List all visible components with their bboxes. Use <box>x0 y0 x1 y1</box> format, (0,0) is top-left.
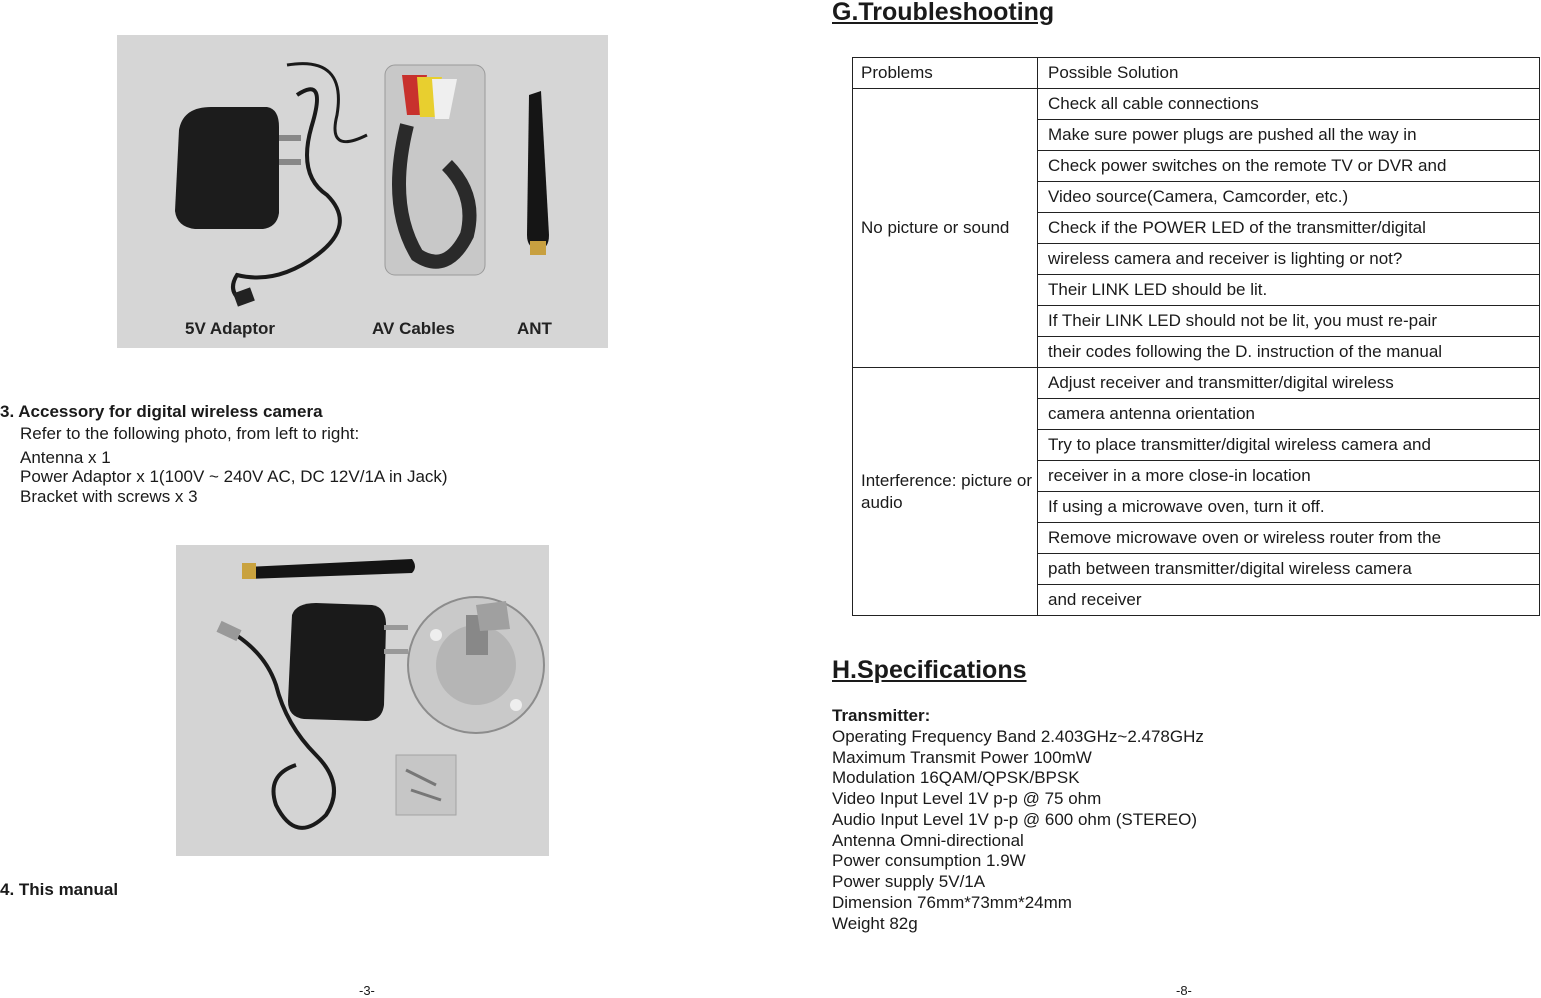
problem-cell <box>853 368 1038 616</box>
troubleshooting-heading: G.Troubleshooting <box>832 0 1055 26</box>
table-row <box>853 89 1540 120</box>
spec-line: Weight 82g <box>832 914 918 933</box>
solution-cell: Their LINK LED should be lit. <box>1038 275 1540 306</box>
solution-cell: Check power switches on the remote TV or DVR and <box>1038 151 1540 182</box>
solution-cell: Remove microwave oven or wireless router from the <box>1038 523 1540 554</box>
camera-accessories-photo <box>176 545 549 856</box>
solution-cell: Adjust receiver and transmitter/digital wireless <box>1038 368 1540 399</box>
spec-line: Dimension 76mm*73mm*24mm <box>832 893 1072 912</box>
solution-cell: Check if the POWER LED of the transmitter/digital <box>1038 213 1540 244</box>
section-3-intro: Refer to the following photo, from left to right: <box>20 424 360 443</box>
section-4-title: 4. This manual <box>0 880 119 899</box>
troubleshooting-table <box>852 57 1540 616</box>
header-possible-solution: Possible Solution <box>1038 58 1540 89</box>
solution-cell: path between transmitter/digital wireless camera <box>1038 554 1540 585</box>
specifications-subtitle: Transmitter: <box>832 706 931 725</box>
solution-cell: wireless camera and receiver is lighting or not? <box>1038 244 1540 275</box>
spec-line: Operating Frequency Band 2.403GHz~2.478GHz <box>832 727 1204 746</box>
accessories-illustration <box>117 35 608 348</box>
accessories-photo <box>117 35 608 348</box>
solution-cell: If Their LINK LED should not be lit, you must re-pair <box>1038 306 1540 337</box>
spec-line: Power consumption 1.9W <box>832 851 1026 870</box>
problem-text: Interference: picture or audio <box>861 470 1033 512</box>
accessory-item: Antenna x 1 <box>20 448 111 467</box>
camera-accessories-illustration <box>176 545 549 856</box>
header-problems: Problems <box>853 58 1038 89</box>
spec-line: Antenna Omni-directional <box>832 831 1024 850</box>
page-number-left: -3- <box>359 983 375 998</box>
problem-cell: No picture or sound <box>853 89 1038 368</box>
solution-cell: If using a microwave oven, turn it off. <box>1038 492 1540 523</box>
table-header-row <box>853 58 1540 89</box>
spec-line: Power supply 5V/1A <box>832 872 986 891</box>
section-3-title: 3. Accessory for digital wireless camera <box>0 402 323 421</box>
caption-5v-adaptor: 5V Adaptor <box>185 319 276 338</box>
spec-line: Video Input Level 1V p-p @ 75 ohm <box>832 789 1102 808</box>
spec-line: Audio Input Level 1V p-p @ 600 ohm (STEREO) <box>832 810 1197 829</box>
solution-cell: Video source(Camera, Camcorder, etc.) <box>1038 182 1540 213</box>
spec-line: Maximum Transmit Power 100mW <box>832 748 1092 767</box>
specifications-heading: H.Specifications <box>832 656 1027 684</box>
solution-cell: Make sure power plugs are pushed all the way in <box>1038 120 1540 151</box>
solution-cell: camera antenna orientation <box>1038 399 1540 430</box>
caption-av-cables: AV Cables <box>372 319 455 338</box>
page-number-right: -8- <box>1176 983 1192 998</box>
accessory-item: Bracket with screws x 3 <box>20 487 198 506</box>
solution-cell: their codes following the D. instruction of the manual <box>1038 337 1540 368</box>
spec-line: Modulation 16QAM/QPSK/BPSK <box>832 768 1080 787</box>
caption-ant: ANT <box>517 319 552 338</box>
solution-cell: and receiver <box>1038 585 1540 616</box>
solution-cell: Try to place transmitter/digital wireless camera and <box>1038 430 1540 461</box>
accessory-item: Power Adaptor x 1(100V ~ 240V AC, DC 12V/1A in Jack) <box>20 467 448 486</box>
solution-cell: receiver in a more close-in location <box>1038 461 1540 492</box>
solution-cell: Check all cable connections <box>1038 89 1540 120</box>
table-row <box>853 368 1540 399</box>
